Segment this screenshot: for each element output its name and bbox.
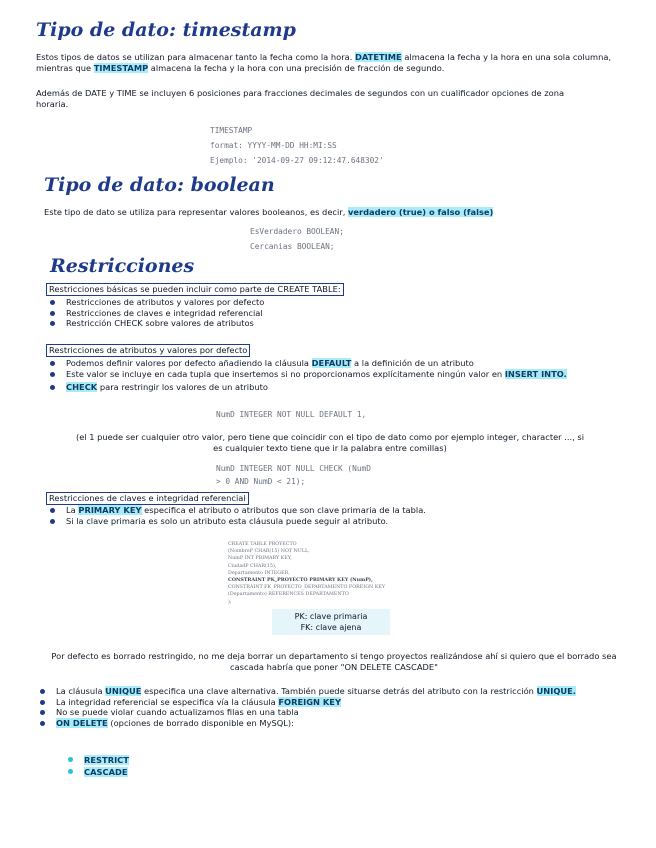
section-title-boolean: Tipo de dato: boolean <box>44 173 275 197</box>
keyword-check: CHECK <box>66 382 98 392</box>
list-item: Restricción CHECK sobre valores de atributos <box>46 318 626 329</box>
list-item <box>64 766 364 778</box>
keyword-unique-2: UNIQUE. <box>536 686 576 696</box>
timestamp-paragraph-1: Estos tipos de datos se utilizan para almacenar tanto la fecha como la hora. DATETIME almacena la fecha y la hora en una sola columna, mientras que TIMESTAMP almacena la fecha y la hora con una precisión de fracción de segundo. <box>36 52 612 73</box>
keyword-on-delete: ON DELETE <box>56 717 108 728</box>
bullet-icon <box>40 721 45 726</box>
keyword-restrict: RESTRICT <box>84 755 129 765</box>
list-item: No se puede violar cuando actualizamos filas en una tabla <box>36 707 632 718</box>
keyword-unique: UNIQUE <box>105 686 142 696</box>
section-title-restricciones: Restricciones <box>50 254 194 278</box>
list-item: Restricciones de atributos y valores por defecto <box>46 297 626 308</box>
list-defaults <box>46 358 638 393</box>
list-item: CHECK para restringir los valores de un atributo <box>46 382 638 393</box>
keyword-true-false: verdadero (true) o falso (false) <box>347 207 494 217</box>
note-delete: Por defecto es borrado restringido, no me deja borrar un departamento si tengo proyectos realizándose ahí si quiero que el borrado sea cascada habría que poner "ON DELETE CASCADE" <box>51 651 617 672</box>
keyword-insert-into: INSERT INTO. <box>504 368 567 379</box>
boolean-code-block: EsVerdadero BOOLEAN; Cercanias BOOLEAN; <box>250 227 344 251</box>
note-default: (el 1 puede ser cualquier otro valor, pero tiene que coincidir con el tipo de dato como por ejemplo integer, character ..., si es cualquier texto tiene que ir la palabra entre comillas) <box>75 432 585 453</box>
bullet-icon <box>50 519 55 524</box>
list-item <box>64 754 364 766</box>
timestamp-code-block: TIMESTAMP format: YYYY-MM-DD HH:MI:SS Ejemplo: '2014-09-27 09:12:47.648302' <box>210 126 384 165</box>
list-item: La integridad referencial se especifica vía la cláusula FOREIGN KEY <box>36 697 632 708</box>
list-item: Este valor se incluye en cada tupla que insertemos si no proporcionamos explícitamente ningún valor en INSERT INTO. <box>46 369 638 380</box>
bullet-icon <box>50 311 55 316</box>
pk-fk-legend: PK: clave primaria FK: clave ajena <box>272 609 390 635</box>
list-keys <box>46 505 626 526</box>
section-title-timestamp: Tipo de dato: timestamp <box>36 18 296 42</box>
code-check: NumD INTEGER NOT NULL CHECK (NumD > 0 AND NumD < 21); <box>216 464 371 486</box>
bullet-icon <box>50 385 55 390</box>
list-item: La PRIMARY KEY especifica el atributo o atributos que son clave primaria de la tabla. <box>46 505 626 516</box>
bullet-icon <box>68 757 73 762</box>
timestamp-paragraph-2: Además de DATE y TIME se incluyen 6 posiciones para fracciones decimales de segundos con un cualificador opciones de zona horaria. <box>36 88 565 109</box>
list-item: Si la clave primaria es solo un atributo esta cláusula puede seguir al atributo. <box>46 516 626 527</box>
keyword-timestamp: TIMESTAMP <box>93 63 149 73</box>
keyword-default: DEFAULT <box>311 358 352 368</box>
list-item: ON DELETE (opciones de borrado disponible en MySQL): <box>36 718 632 729</box>
keyword-foreign-key: FOREIGN KEY <box>278 696 341 707</box>
sql-code-image: CREATE TABLE PROYECTO (NombreP CHAR(15) NOT NULL, NumP INT PRIMARY KEY, CiudadP CHAR(15), Departamento INTEGER, CONSTRAINT PK_PROYECTO PRIMARY KEY (NumP), CONSTRAINT FK_PROYECTO_DEPARTAMENTO FOREIGN KEY (Departamento) REFERENCES DEPARTAMENTO ); <box>228 542 385 605</box>
boxed-heading-keys: Restricciones de claves e integridad referencial <box>46 492 249 505</box>
sublist-delete-options <box>64 754 364 778</box>
code-default: NumD INTEGER NOT NULL DEFAULT 1, <box>216 410 367 419</box>
bullet-icon <box>40 700 45 705</box>
list-basic-restrictions <box>46 297 626 329</box>
list-item: La cláusula UNIQUE especifica una clave alternativa. También puede situarse detrás del atributo con la restricción UNIQUE. <box>36 686 632 697</box>
keyword-primary-key: PRIMARY KEY <box>78 505 142 515</box>
bullet-icon <box>50 508 55 513</box>
bullet-icon <box>68 769 73 774</box>
bullet-icon <box>50 372 55 377</box>
bullet-icon <box>50 300 55 305</box>
boolean-paragraph: Este tipo de dato se utiliza para representar valores booleanos, es decir, verdadero (true) o falso (false) <box>44 207 494 217</box>
list-unique-fk <box>36 686 632 728</box>
keyword-datetime: DATETIME <box>355 52 402 62</box>
boxed-heading-defaults: Restricciones de atributos y valores por defecto <box>46 344 250 357</box>
list-item: Podemos definir valores por defecto añadiendo la cláusula DEFAULT a la definición de un atributo <box>46 358 638 369</box>
keyword-cascade: CASCADE <box>84 767 128 777</box>
bullet-icon <box>40 710 45 715</box>
bullet-icon <box>50 321 55 326</box>
boxed-heading-basic: Restricciones básicas se pueden incluir como parte de CREATE TABLE: <box>46 283 344 296</box>
bullet-icon <box>50 361 55 366</box>
list-item: Restricciones de claves e integridad referencial <box>46 308 626 319</box>
bullet-icon <box>40 689 45 694</box>
